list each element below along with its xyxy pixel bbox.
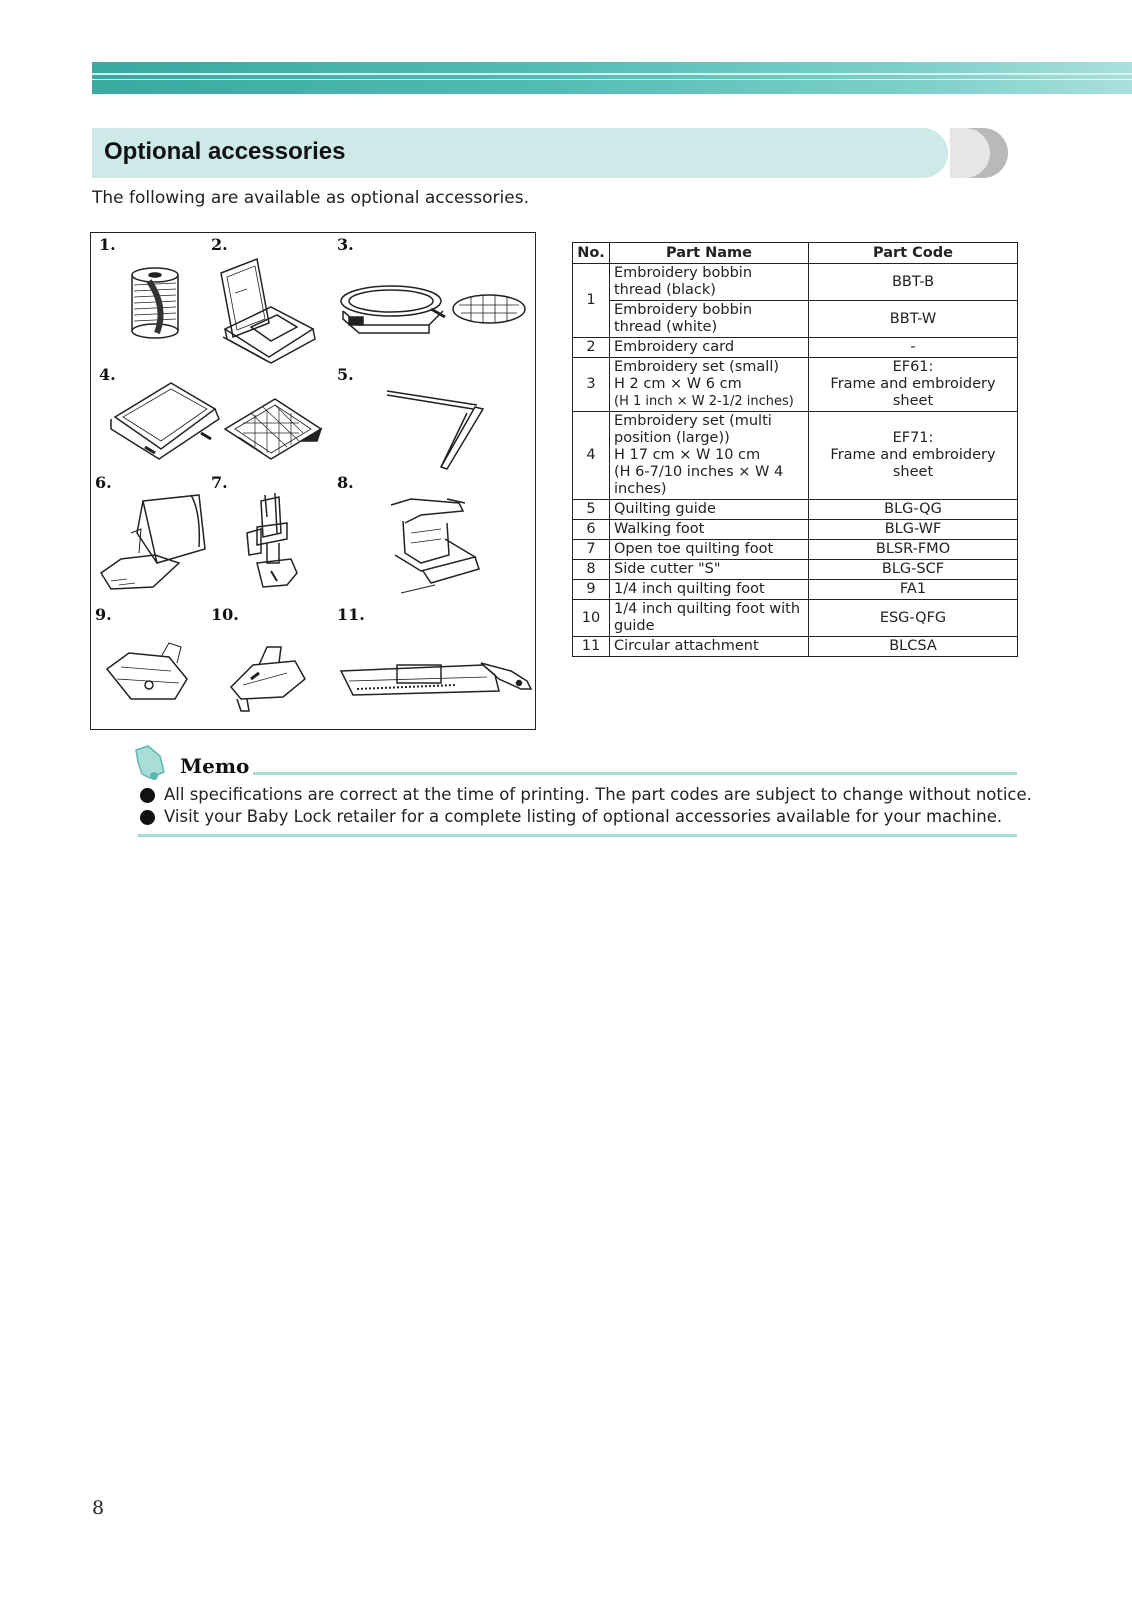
illustration-label: 11. [337, 605, 365, 624]
part-number: 1 [573, 264, 610, 338]
quarter-inch-foot-icon [107, 643, 187, 699]
part-number: 3 [573, 358, 610, 412]
part-name [610, 412, 809, 500]
part-name: Embroidery bobbin thread (white) [610, 301, 809, 338]
large-embroidery-hoop-icon [111, 383, 321, 459]
side-cutter-icon [391, 499, 479, 593]
memo-divider [253, 772, 1017, 775]
part-number: 7 [573, 540, 610, 560]
intro-text: The following are available as optional accessories. [92, 188, 529, 208]
table-row [573, 358, 1018, 412]
table-header-row [573, 243, 1018, 264]
table-row [573, 412, 1018, 500]
accessories-illustration [90, 232, 536, 730]
part-name-line: Embroidery set (small) [614, 359, 780, 375]
table-row [573, 338, 1018, 358]
part-code: BLSR-FMO [809, 540, 1018, 560]
table-row [573, 520, 1018, 540]
illustration-label: 8. [337, 473, 354, 492]
illustration-label: 3. [337, 235, 354, 254]
part-name: Embroidery card [610, 338, 809, 358]
part-number: 5 [573, 500, 610, 520]
part-code-desc: Frame and embroidery sheet [830, 376, 996, 409]
memo-item [138, 806, 1032, 828]
table-header-name: Part Name [610, 243, 809, 264]
part-number: 11 [573, 637, 610, 657]
part-code: BLCSA [809, 637, 1018, 657]
header-band-line [92, 73, 1132, 75]
illustration-label: 4. [99, 365, 116, 384]
part-number: 2 [573, 338, 610, 358]
memo-title: Memo [180, 754, 250, 778]
bullet-icon [140, 788, 155, 803]
memo-item-text: All specifications are correct at the time of printing. The part codes are subject to change without notice. [164, 785, 1032, 804]
part-code-desc: Frame and embroidery sheet [830, 447, 996, 480]
illustration-label: 7. [211, 473, 228, 492]
part-code [809, 412, 1018, 500]
table-row [573, 637, 1018, 657]
part-code [809, 358, 1018, 412]
part-code: BLG-SCF [809, 560, 1018, 580]
part-name: Walking foot [610, 520, 809, 540]
memo-item [138, 784, 1032, 806]
quilting-guide-icon [387, 391, 483, 469]
table-row [573, 580, 1018, 600]
parts-table [572, 242, 1018, 657]
part-code: BBT-W [809, 301, 1018, 338]
part-code-line: EF71: [892, 430, 934, 446]
thread-spool-icon [132, 268, 178, 338]
part-name: 1/4 inch quilting foot with guide [610, 600, 809, 637]
part-name: 1/4 inch quilting foot [610, 580, 809, 600]
table-row [573, 600, 1018, 637]
part-code: BLG-WF [809, 520, 1018, 540]
memo-item-text: Visit your Baby Lock retailer for a complete listing of optional accessories available for your machine. [164, 807, 1003, 826]
table-row [573, 500, 1018, 520]
header-band [92, 62, 1132, 94]
memo-bottom-divider [138, 834, 1017, 837]
part-name: Open toe quilting foot [610, 540, 809, 560]
part-number: 9 [573, 580, 610, 600]
header-band-line [92, 79, 1132, 80]
table-row [573, 540, 1018, 560]
part-name: Quilting guide [610, 500, 809, 520]
part-name-line: Embroidery set (multi position (large)) [614, 413, 772, 446]
part-name-size-inches: (H 1 inch × W 2-1/2 inches) [614, 394, 794, 409]
part-name: Circular attachment [610, 637, 809, 657]
section-heading [92, 128, 948, 178]
part-name: Embroidery bobbin thread (black) [610, 264, 809, 301]
table-row [573, 560, 1018, 580]
table-row [573, 301, 1018, 338]
quarter-inch-foot-guide-icon [231, 647, 305, 711]
part-code: FA1 [809, 580, 1018, 600]
part-code: - [809, 338, 1018, 358]
open-toe-foot-icon [247, 493, 297, 587]
part-name-size: H 2 cm × W 6 cm [614, 376, 742, 392]
illustration-label: 5. [337, 365, 354, 384]
illustration-label: 10. [211, 605, 239, 624]
table-header-no: No. [573, 243, 610, 264]
illustration-label: 9. [95, 605, 112, 624]
part-name-size-inches: (H 6-7/10 inches × W 4 inches) [614, 464, 784, 497]
part-number: 4 [573, 412, 610, 500]
part-name: Side cutter "S" [610, 560, 809, 580]
part-code: BBT-B [809, 264, 1018, 301]
section-title: Optional accessories [104, 138, 346, 165]
embroidery-card-icon [221, 259, 315, 363]
part-number: 6 [573, 520, 610, 540]
illustration-label: 6. [95, 473, 112, 492]
illustration-label: 2. [211, 235, 228, 254]
illustration-label: 1. [99, 235, 116, 254]
part-number: 8 [573, 560, 610, 580]
walking-foot-icon [101, 495, 205, 589]
small-embroidery-hoop-icon [341, 286, 525, 333]
bullet-icon [140, 810, 155, 825]
part-name [610, 358, 809, 412]
table-header-code: Part Code [809, 243, 1018, 264]
table-row [573, 264, 1018, 301]
part-number: 10 [573, 600, 610, 637]
page-number: 8 [92, 1497, 105, 1519]
part-code: ESG-QFG [809, 600, 1018, 637]
memo-bell-icon [130, 742, 170, 782]
memo-list [138, 784, 1032, 828]
part-name-size: H 17 cm × W 10 cm [614, 447, 761, 463]
circular-attachment-icon [341, 663, 531, 695]
part-code: BLG-QG [809, 500, 1018, 520]
part-code-line: EF61: [892, 359, 934, 375]
